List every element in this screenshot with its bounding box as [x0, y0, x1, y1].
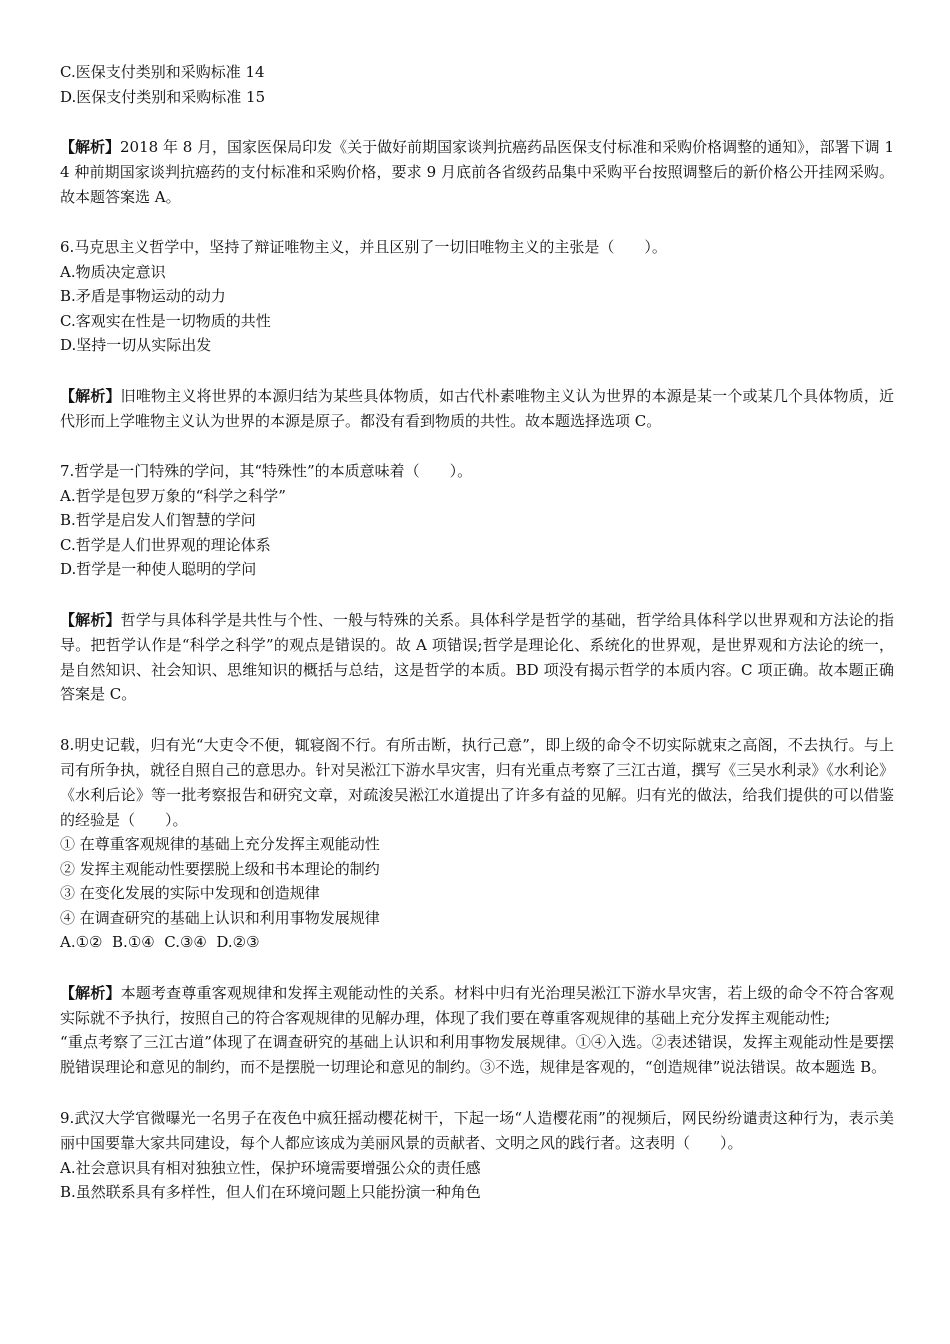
q9-option-a: A.社会意识具有相对独独立性，保护环境需要增强公众的责任感	[60, 1158, 481, 1177]
q7-analysis	[60, 608, 894, 707]
question-8	[60, 733, 894, 955]
question-6	[60, 235, 894, 358]
analysis-label: 【解析】	[60, 610, 121, 629]
document-page	[60, 60, 894, 1231]
q8-item-4: ④ 在调查研究的基础上认识和利用事物发展规律	[60, 908, 380, 927]
question-9	[60, 1106, 894, 1205]
q7-option-d: D.哲学是一种使人聪明的学问	[60, 560, 257, 579]
question-7	[60, 459, 894, 582]
analysis-label: 【解析】	[60, 386, 121, 405]
q8-choices: A.①② B.①④ C.③④ D.②③	[60, 933, 260, 952]
q6-analysis	[60, 384, 894, 434]
q5-options	[60, 60, 894, 109]
q6-option-c: C.客观实在性是一切物质的共性	[60, 311, 271, 330]
q8-stem: 8.明史记载，归有光“大吏令不便，辄寝阁不行。有所击断，执行己意”，即上级的命令不切实际就束之高阁，不去执行。与上司有所争执，就径自照自己的意思办。针对吴淞江下游水旱灾害，归有光重点考察了三江古道，撰写《三吴水利录》《水利论》《水利后论》等一批考察报告和研究文章，对疏浚吴淞江水道提出了许多有益的见解。归有光的做法，给我们提供的可以借鉴的经验是（ ）。	[60, 736, 894, 829]
q6-option-a: A.物质决定意识	[60, 262, 166, 281]
q6-option-b: B.矛盾是事物运动的动力	[60, 287, 226, 306]
q5-option-c: C.医保支付类别和采购标准 14	[60, 63, 265, 81]
q8-item-2: ② 发挥主观能动性要摆脱上级和书本理论的制约	[60, 859, 380, 878]
q8-item-3: ③ 在变化发展的实际中发现和创造规律	[60, 884, 320, 903]
q5-option-d: D.医保支付类别和采购标准 15	[60, 87, 266, 106]
q6-analysis-text: 旧唯物主义将世界的本源归结为某些具体物质，如古代朴素唯物主义认为世界的本源是某一个或某几个具体物质，近代形而上学唯物主义认为世界的本源是原子。都没有看到物质的共性。故本题选择选项 C。	[60, 386, 894, 430]
q8-analysis-text-1: 本题考查尊重客观规律和发挥主观能动性的关系。材料中归有光治理吴淞江下游水旱灾害，若上级的命令不符合客观实际就不予执行，按照自己的符合客观规律的见解办理，体现了我们要在尊重客观规律的基础上充分发挥主观能动性;	[60, 983, 894, 1027]
q6-option-d: D.坚持一切从实际出发	[60, 336, 212, 355]
q9-option-b: B.虽然联系具有多样性，但人们在环境问题上只能扮演一种角色	[60, 1183, 481, 1202]
q7-option-c: C.哲学是人们世界观的理论体系	[60, 535, 271, 554]
q7-analysis-text: 哲学与具体科学是共性与个性、一般与特殊的关系。具体科学是哲学的基础，哲学给具体科学以世界观和方法论的指导。把哲学认作是“科学之科学”的观点是错误的。故 A 项错误;哲学是理论化、系统化的世界观，是世界观和方法论的统一，是自然知识、社会知识、思维知识的概括与总结，这是哲学的本质。BD 项没有揭示哲学的本质内容。C 项正确。故本题正确答案是 C。	[60, 610, 894, 704]
analysis-label: 【解析】	[60, 983, 121, 1002]
q5-analysis-text: 2018 年 8 月，国家医保局印发《关于做好前期国家谈判抗癌药品医保支付标准和采购价格调整的通知》，部署下调 14 种前期国家谈判抗癌药的支付标准和采购价格，要求 9 月底前各省级药品集中采购平台按照调整后的新价格公开挂网采购。故本题答案选 A。	[60, 138, 894, 206]
q8-item-1: ① 在尊重客观规律的基础上充分发挥主观能动性	[60, 835, 380, 854]
q7-stem: 7.哲学是一门特殊的学问，其“特殊性”的本质意味着（ ）。	[60, 462, 473, 481]
q7-option-b: B.哲学是启发人们智慧的学问	[60, 511, 256, 530]
q8-analysis-text-2: “重点考察了三江古道”体现了在调查研究的基础上认识和利用事物发展规律。①④入选。②表述错误，发挥主观能动性是要摆脱错误理论和意见的制约，而不是摆脱一切理论和意见的制约。③不选，规律是客观的，“创造规律”说法错误。故本题选 B。	[60, 1033, 894, 1077]
q7-option-a: A.哲学是包罗万象的“科学之科学”	[60, 486, 286, 505]
q6-stem: 6.马克思主义哲学中，坚持了辩证唯物主义，并且区别了一切旧唯物主义的主张是（ ）。	[60, 238, 667, 257]
analysis-label: 【解析】	[60, 138, 121, 156]
q8-analysis	[60, 981, 894, 1080]
q9-stem: 9.武汉大学官微曝光一名男子在夜色中疯狂摇动樱花树干，下起一场“人造樱花雨”的视频后，网民纷纷谴责这种行为，表示美丽中国要靠大家共同建设，每个人都应该成为美丽风景的贡献者、文明之风的践行者。这表明（ ）。	[60, 1109, 894, 1152]
q5-analysis	[60, 135, 894, 209]
